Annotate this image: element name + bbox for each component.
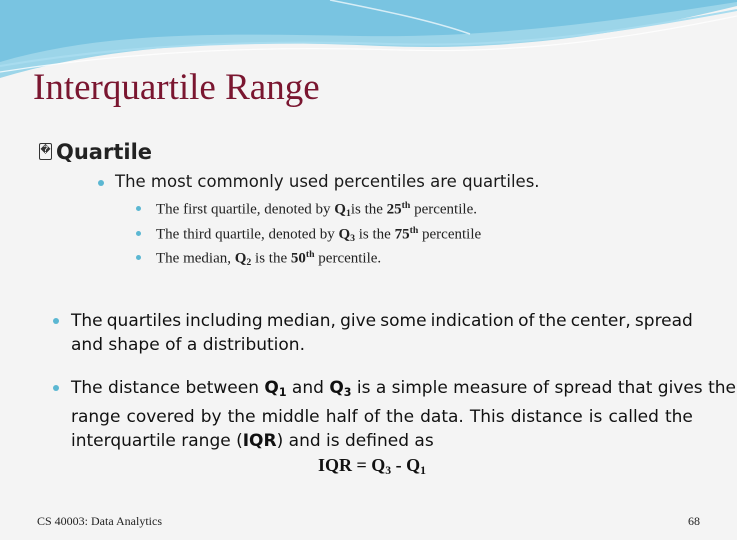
word: including <box>185 311 263 331</box>
word: some <box>380 311 427 331</box>
word: of <box>363 406 381 427</box>
iqr-formula: IQR = $Q_3 - Q_1$ <box>318 455 426 477</box>
paragraph-line: The distance between $Q_1$ and $Q_3$ is a simple measure of spread that gives the <box>71 378 736 399</box>
word: spread <box>634 311 693 331</box>
paragraph-iqr <box>71 376 736 453</box>
word: center, <box>570 311 631 331</box>
word: This <box>469 406 505 427</box>
bullet-dot <box>136 206 141 211</box>
word: data. <box>420 406 464 427</box>
word: of <box>518 311 535 331</box>
word: middle <box>261 406 320 427</box>
list-item-first-quartile: The first quartile, denoted by $Q_1is$ the 25th percentile. <box>156 200 477 219</box>
bullet-dot <box>53 318 59 324</box>
footer-course: CS 40003: Data Analytics <box>37 514 162 528</box>
word: indication <box>430 311 515 331</box>
word: the <box>538 311 567 331</box>
q-symbol: Q <box>338 226 351 243</box>
word: give <box>340 311 377 331</box>
missing-glyph-icon: � <box>39 143 52 160</box>
paragraph-line: and shape of a distribution. <box>71 335 305 355</box>
bullet-dot <box>136 231 141 236</box>
section-heading: Quartile <box>56 140 153 164</box>
word: the <box>386 406 415 427</box>
list-item-median: The median, $Q_2$ is the 50th percentile. <box>156 249 382 268</box>
word: median, <box>266 311 336 331</box>
justified-line <box>71 405 693 429</box>
justified-line <box>71 309 693 333</box>
word: is <box>588 406 603 427</box>
word: range <box>71 406 121 427</box>
list-item-third-quartile: The third quartile, denoted by $Q_3$ is the 75th percentile <box>156 225 482 244</box>
word: covered <box>126 406 195 427</box>
q-symbol: Q <box>234 250 247 267</box>
q-symbol: Q <box>334 201 346 218</box>
word: the <box>664 406 693 427</box>
slide-title: Interquartile Range <box>33 67 320 108</box>
paragraph-quartiles <box>71 309 693 357</box>
bullet-dot <box>136 255 141 260</box>
bullet-dot <box>98 180 104 186</box>
word: called <box>608 406 659 427</box>
bullet-dot <box>53 385 59 391</box>
sub-bullet-text: The most commonly used percentiles are quartiles. <box>115 172 540 191</box>
word: half <box>325 406 358 427</box>
word: The <box>71 311 103 331</box>
word: by <box>200 406 222 427</box>
word: distance <box>510 406 583 427</box>
word: the <box>227 406 256 427</box>
word: quartiles <box>106 311 182 331</box>
footer-page-number: 68 <box>688 514 700 528</box>
paragraph-line: interquartile range (IQR) and is defined as <box>71 430 434 451</box>
